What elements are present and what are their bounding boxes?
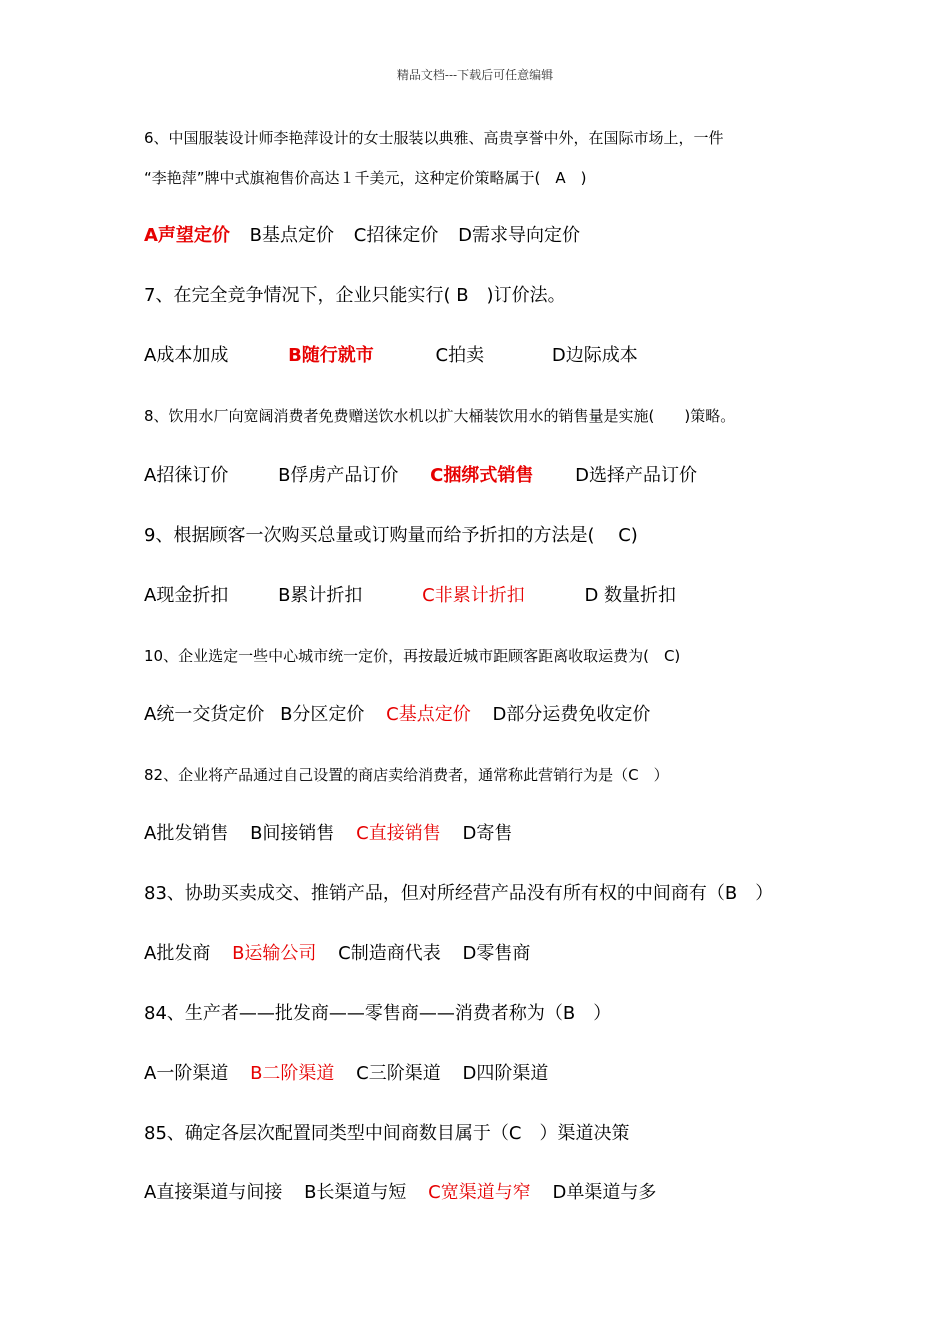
option-d: D四阶渠道 [462, 1063, 549, 1084]
option-d: D 数量折扣 [584, 585, 677, 606]
option-b: B间接销售 [250, 823, 335, 844]
page-header: 精品文档---下载后可任意编辑 [396, 68, 554, 82]
question-85: 85、确定各层次配置同类型中间商数目属于（C ）渠道决策 [144, 1123, 630, 1144]
option-d: D边际成本 [551, 345, 638, 366]
option-b: B累计折扣 [278, 585, 363, 606]
option-a: A声望定价 [144, 225, 230, 246]
option-b: B长渠道与短 [304, 1182, 407, 1203]
option-a: A批发商 [144, 943, 211, 964]
option-a: A批发销售 [144, 823, 229, 844]
option-c: C制造商代表 [338, 943, 441, 964]
question-82: 82、企业将产品通过自己设置的商店卖给消费者，通常称此营销行为是（C ） [144, 766, 669, 784]
option-a: A成本加成 [144, 345, 229, 366]
option-d: D单渠道与多 [552, 1182, 657, 1203]
question-84: 84、生产者——批发商——零售商——消费者称为（B ） [144, 1003, 612, 1024]
question-83: 83、协助买卖成交、推销产品，但对所经营产品没有所有权的中间商有（B ） [144, 883, 774, 904]
question-85-options [144, 1182, 656, 1204]
option-b: B随行就市 [288, 345, 374, 366]
option-d: D选择产品订价 [575, 465, 697, 486]
option-d: D部分运费免收定价 [492, 704, 651, 725]
question-6-options [144, 225, 580, 247]
question-84-options [144, 1063, 548, 1085]
question-10-options [144, 704, 650, 726]
option-b: B俘虏产品订价 [278, 465, 399, 486]
option-c: C宽渠道与窄 [428, 1182, 531, 1203]
question-6-line-1: 6、中国服装设计师李艳萍设计的女士服装以典雅、高贵享誉中外，在国际市场上，一件 [144, 129, 724, 147]
question-8-options [144, 465, 697, 487]
question-7: 7、在完全竞争情况下，企业只能实行( B )订价法。 [144, 285, 566, 306]
question-9-options [144, 585, 676, 607]
option-d: D零售商 [462, 943, 531, 964]
option-a: A招徕订价 [144, 465, 229, 486]
option-c: C基点定价 [386, 704, 471, 725]
option-b: B分区定价 [280, 704, 365, 725]
option-c: C招徕定价 [353, 225, 439, 246]
option-c: C三阶渠道 [356, 1063, 441, 1084]
option-c: C拍卖 [435, 345, 485, 366]
option-c: C捆绑式销售 [430, 465, 534, 486]
question-7-options [144, 345, 638, 367]
option-d: D需求导向定价 [458, 225, 580, 246]
option-c: C非累计折扣 [422, 585, 525, 606]
option-a: A直接渠道与间接 [144, 1182, 283, 1203]
question-82-options [144, 823, 512, 845]
option-b: B二阶渠道 [250, 1063, 335, 1084]
option-a: A统一交货定价 [144, 704, 265, 725]
question-6-line-2: “李艳萍”牌中式旗袍售价高达１千美元，这种定价策略属于( A ) [144, 169, 587, 187]
option-b: B运输公司 [232, 943, 317, 964]
question-8: 8、饮用水厂向宽阔消费者免费赠送饮水机以扩大桶装饮用水的销售量是实施( )策略。 [144, 407, 736, 425]
option-b: B基点定价 [249, 225, 335, 246]
question-10: 10、企业选定一些中心城市统一定价，再按最近城市距顾客距离收取运费为( C) [144, 647, 681, 665]
question-9: 9、根据顾客一次购买总量或订购量而给予折扣的方法是( C) [144, 525, 638, 546]
option-d: D寄售 [462, 823, 513, 844]
option-a: A一阶渠道 [144, 1063, 229, 1084]
question-83-options [144, 943, 530, 965]
option-c: C直接销售 [356, 823, 441, 844]
option-a: A现金折扣 [144, 585, 229, 606]
